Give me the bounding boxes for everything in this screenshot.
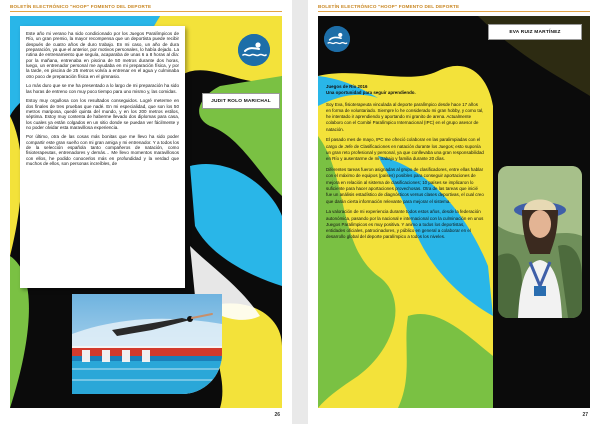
left-paragraph-4: Por último, otra de las cosas más bonitas que me llevo ha sido poder compartir este gran sueño con mi gran amiga y mi entrenador. Y a todos los de la selección española tanto compañeros de natación, como fisioterapeutas, entrenadores y demás… Me llevo momentos maravillosos con ellos, he podido conocerlos más en profundidad y la verdad que muchos de ellos, son personas increíbles, de (26, 134, 179, 167)
right-article-text (326, 84, 484, 400)
left-page-header: BOLETÍN ELECTRÓNICO "HOOP" FOMENTO DEL DEPORTE (10, 4, 152, 9)
right-intro (326, 84, 484, 97)
left-paragraph-2: Lo más duro que se me ha presentado a lo largo de mi preparación ha sido las horas de entreno con muy poco tiempo para uno mismo y, las comidas. (26, 83, 179, 94)
left-article-text (20, 26, 185, 288)
right-header-rule (318, 11, 590, 12)
right-colorful-panel (318, 16, 590, 408)
left-colorful-panel (10, 16, 282, 408)
right-intro-line-2: Una oportunidad para seguir aprendiendo. (326, 90, 416, 96)
left-paragraph-3: Estoy muy orgullosa con los resultados conseguidos. Logré meterme en dos finales de tres pruebas que nadé. En mi especialidad, que son los 50 metros mariposa, quedé quinta del mundo, y en los 200 metros estilos, séptima. Estoy muy contenta de haberme llevado dos diplomas para casa, los cuales ya están colgados en un sitio donde se puedan ver fácilmente y no poder olvidar esta maravillosa experiencia. (26, 98, 179, 130)
spread-gutter (292, 0, 308, 424)
eva-ruiz-portrait-photo (498, 166, 582, 318)
left-page-number: 26 (274, 412, 280, 418)
paralympic-swimmer-logo-icon (238, 34, 270, 66)
right-page (308, 0, 600, 424)
portrait-image (498, 166, 582, 318)
right-page-number: 27 (582, 412, 588, 418)
right-author-name-label: EVA RUIZ MARTÍNEZ (488, 24, 582, 40)
swimmer-diving-photo (72, 294, 222, 394)
left-header-rule (10, 11, 282, 12)
right-paragraph-2: El pasado mes de mayo, IPC me ofreció colaborar en las paralimpiadas con el cargo de Jefe de Clasificaciones en natación durante los Juegos; esto suponía un gran reto profesional y personal, ya que conllevaba una gran responsabilidad en Río y ausentarme de mi trabajo y familia durante 20 días. (326, 137, 484, 162)
right-paragraph-3: Diferentes tareas fueron asignadas al grupo de clasificadores, entre ellas hablar con el máximo de equipos (países) posibles para conseguir aportaciones de mejora en relación al sistema de clasificaciones; 10 países se implicaron lo suficiente para hacer aportaciones provechosas. Otra de las tareas que inicié fue un análisis estadístico de diagnósticos versus clases deportivas, el cual creo que darán cierta información relevante para mejorar el sistema. (326, 167, 484, 204)
right-paragraph-4: La valoración de mi experiencia durante todos estos años, desde la federación autonómica, pasando por la nacional e internacional con la culminación en unos Juegos Paralímpicos es muy positiva. Y animo a todos los deportistas, entidades oficiales, patrocinadores, y público en general a colaborar en el desarrollo global del deporte paralímpico a todos los niveles. (326, 209, 484, 240)
right-intro-line-1: Juegos de Río 2016 (326, 84, 368, 89)
left-paragraph-1: Este año mi verano ha sido condicionado por los Juegos Paralímpicos de Río, un gran premio, la mayor recompensa que un deportista puede recibir después de cuatro años de duro trabajo. En mi caso, un año de dura preparación, ya que el anterior, por motivos personales, lo había dejado. La rutina de entrenamiento que seguía, acaparaba de unas 6 a 8 horas al día: por la mañana, entrenaba en piscina de 50 metros durante dos horas, luego, un entrenador personal me ayudaba en mi preparación física, y por la tarde, en piscina de 25 metros volvía a entrenar en el agua y culminaba otro poco de preparación física en el gimnasio. (26, 31, 179, 79)
left-page (0, 0, 292, 424)
right-paragraph-1: Soy Eva, fisioterapeuta vinculada al deporte paralímpico desde hace 17 años en forma de voluntariado. Siempre lo he considerado mi gran hobby, y como tal, he intentado ir aprendiendo y aportando mi granito de arena. Actualmente colaboro con el Comité Paralímpico Internacional (IPC) en el grupo asesor de natación. (326, 101, 484, 132)
left-athlete-name-label: JUDIT ROLO MARICHAL (202, 93, 280, 109)
swimmer-diving-image (72, 294, 222, 394)
paralympic-swimmer-logo-icon (324, 26, 350, 52)
right-page-header: BOLETÍN ELECTRÓNICO "HOOP" FOMENTO DEL DEPORTE (318, 4, 460, 9)
